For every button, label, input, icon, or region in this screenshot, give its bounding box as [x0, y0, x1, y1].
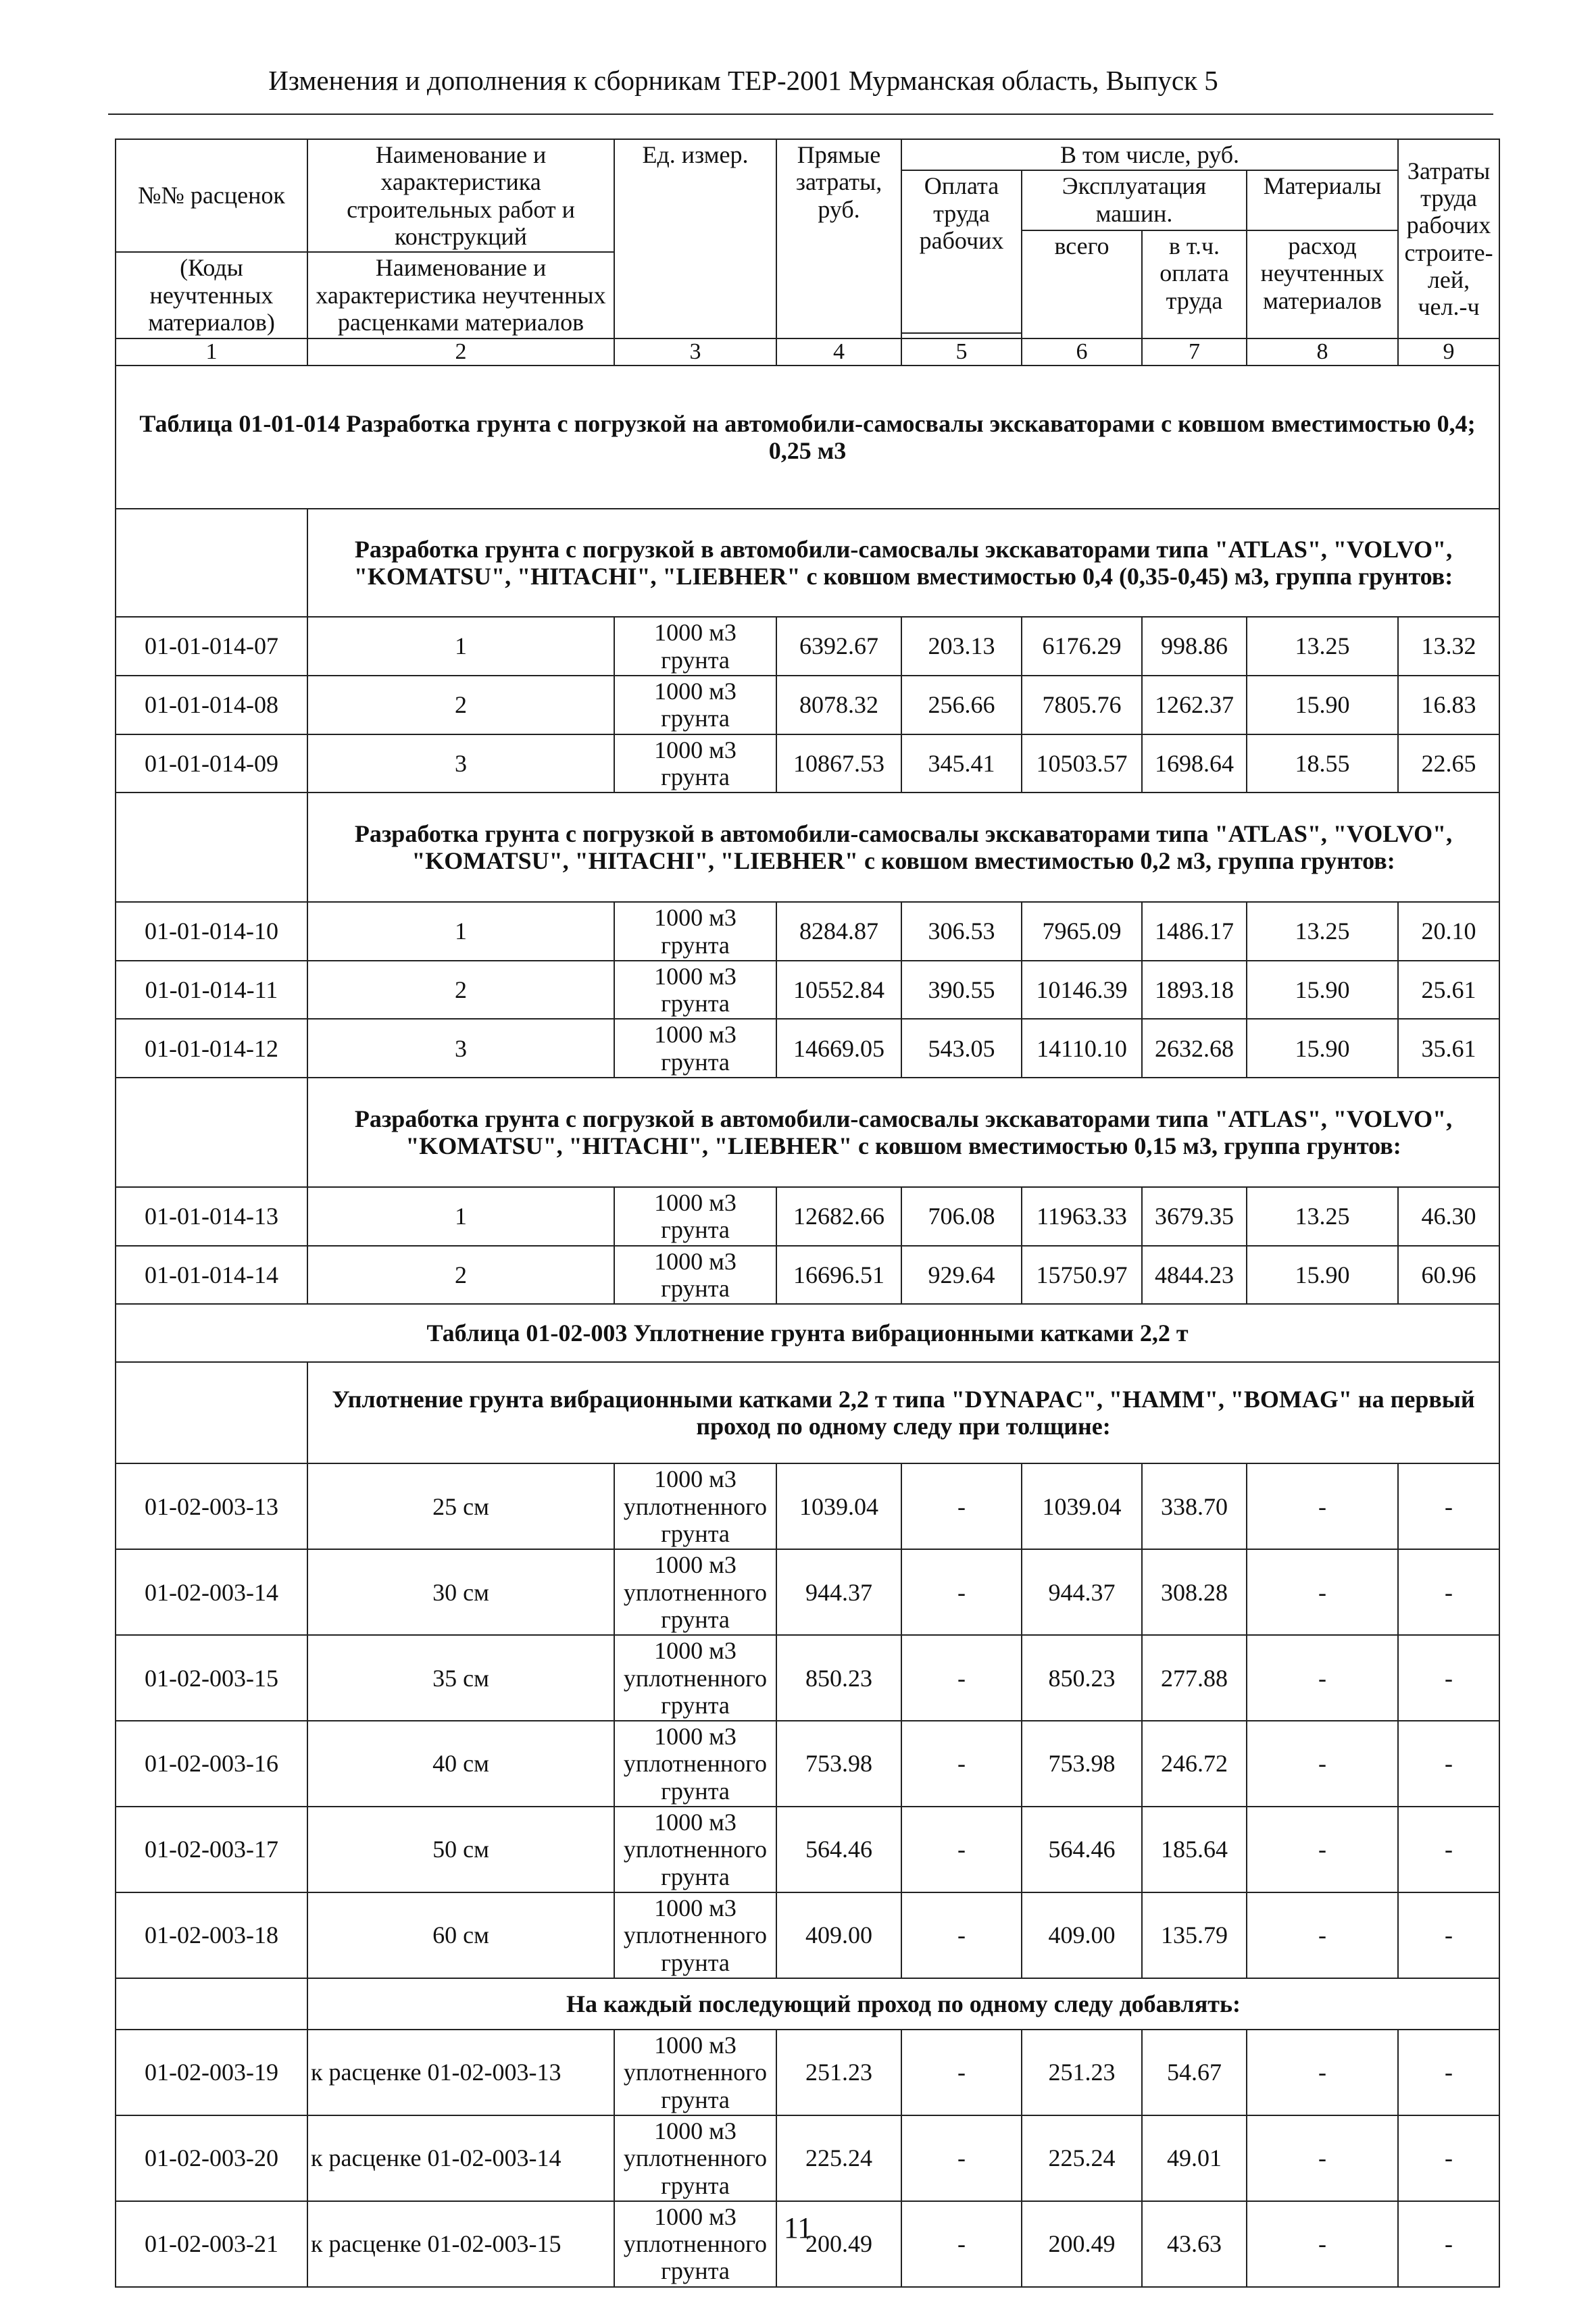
column-number: 4: [776, 338, 901, 366]
machines-cost: 7805.76: [1022, 676, 1142, 734]
table-row: [116, 1892, 1499, 1978]
table-row: [116, 961, 1499, 1020]
machines-cost: 753.98: [1022, 1721, 1142, 1807]
price-table: [115, 139, 1500, 2288]
group-title-spacer: [116, 509, 307, 617]
work-name: 2: [307, 961, 614, 1020]
col-incl-header: В том числе, руб.: [901, 139, 1398, 170]
column-number: 3: [614, 338, 776, 366]
machines-labor-cost: 277.88: [1142, 1635, 1247, 1721]
work-name: к расценке 01-02-003-13: [307, 2030, 614, 2115]
machines-cost: 6176.29: [1022, 617, 1142, 676]
work-name: 3: [307, 1019, 614, 1078]
worker-hours: -: [1398, 2030, 1499, 2115]
group-title-row: [116, 509, 1499, 617]
direct-cost: 12682.66: [776, 1187, 901, 1246]
column-number: 7: [1142, 338, 1247, 366]
unit-cell: 1000 м3 грунта: [614, 734, 776, 793]
worker-hours: 16.83: [1398, 676, 1499, 734]
col-materials-alt-header: расход неучтенных материалов: [1247, 230, 1398, 338]
machines-cost: 15750.97: [1022, 1246, 1142, 1305]
table-row: [116, 1187, 1499, 1246]
table-row: [116, 2115, 1499, 2201]
col-direct-header: Прямые затраты, руб.: [776, 139, 901, 338]
labor-cost: -: [901, 2030, 1022, 2115]
direct-cost: 225.24: [776, 2115, 901, 2201]
rate-code: 01-01-014-12: [116, 1019, 307, 1078]
rate-code: 01-01-014-14: [116, 1246, 307, 1305]
rate-code: 01-02-003-20: [116, 2115, 307, 2201]
worker-hours: -: [1398, 1635, 1499, 1721]
table-row: [116, 902, 1499, 961]
group-title-row: [116, 793, 1499, 902]
materials-cost: -: [1247, 2201, 1398, 2287]
col-code-header: №№ расценок: [116, 139, 307, 252]
unit-cell: 1000 м3 уплотненного грунта: [614, 1635, 776, 1721]
machines-cost: 564.46: [1022, 1807, 1142, 1892]
header-rule: [108, 114, 1493, 115]
direct-cost: 753.98: [776, 1721, 901, 1807]
work-name: к расценке 01-02-003-14: [307, 2115, 614, 2201]
machines-cost: 1039.04: [1022, 1463, 1142, 1549]
materials-cost: 13.25: [1247, 1187, 1398, 1246]
group-title-row: [116, 1978, 1499, 2030]
worker-hours: 46.30: [1398, 1187, 1499, 1246]
worker-hours: 25.61: [1398, 961, 1499, 1020]
work-name: 35 см: [307, 1635, 614, 1721]
table-row: [116, 2030, 1499, 2115]
materials-cost: 15.90: [1247, 961, 1398, 1020]
worker-hours: 22.65: [1398, 734, 1499, 793]
direct-cost: 10552.84: [776, 961, 901, 1020]
labor-cost: 256.66: [901, 676, 1022, 734]
unit-cell: 1000 м3 грунта: [614, 1019, 776, 1078]
direct-cost: 8284.87: [776, 902, 901, 961]
labor-cost: 306.53: [901, 902, 1022, 961]
materials-cost: -: [1247, 1549, 1398, 1635]
table-row: [116, 1807, 1499, 1892]
machines-labor-cost: 3679.35: [1142, 1187, 1247, 1246]
column-number: 6: [1022, 338, 1142, 366]
machines-cost: 7965.09: [1022, 902, 1142, 961]
group-title: Разработка грунта с погрузкой в автомобили-самосвалы экскаваторами типа "ATLAS", "VOLVO", "KOMATSU", "HITACHI", "LIEBHER" с ковшом вместимостью 0,4 (0,35-0,45) м3, группа грунтов:: [307, 509, 1499, 617]
direct-cost: 10867.53: [776, 734, 901, 793]
machines-cost: 225.24: [1022, 2115, 1142, 2201]
labor-cost: -: [901, 1807, 1022, 1892]
work-name: 1: [307, 902, 614, 961]
unit-cell: 1000 м3 уплотненного грунта: [614, 1892, 776, 1978]
group-title: Разработка грунта с погрузкой в автомобили-самосвалы экскаваторами типа "ATLAS", "VOLVO", "KOMATSU", "HITACHI", "LIEBHER" с ковшом вместимостью 0,15 м3, группа грунтов:: [307, 1078, 1499, 1187]
labor-cost: 345.41: [901, 734, 1022, 793]
direct-cost: 409.00: [776, 1892, 901, 1978]
unit-cell: 1000 м3 уплотненного грунта: [614, 1549, 776, 1635]
unit-cell: 1000 м3 уплотненного грунта: [614, 1463, 776, 1549]
table-title-row: [116, 1304, 1499, 1362]
worker-hours: -: [1398, 1463, 1499, 1549]
group-title: Уплотнение грунта вибрационными катками 2,2 т типа "DYNAPAC", "HAMM", "BOMAG" на первый проход по одному следу при толщине:: [307, 1362, 1499, 1463]
machines-cost: 850.23: [1022, 1635, 1142, 1721]
rate-code: 01-01-014-10: [116, 902, 307, 961]
machines-cost: 251.23: [1022, 2030, 1142, 2115]
direct-cost: 944.37: [776, 1549, 901, 1635]
table-row: [116, 676, 1499, 734]
direct-cost: 1039.04: [776, 1463, 901, 1549]
machines-labor-cost: 246.72: [1142, 1721, 1247, 1807]
rate-code: 01-01-014-09: [116, 734, 307, 793]
materials-cost: -: [1247, 1635, 1398, 1721]
machines-labor-cost: 338.70: [1142, 1463, 1247, 1549]
rate-code: 01-02-003-15: [116, 1635, 307, 1721]
machines-labor-cost: 43.63: [1142, 2201, 1247, 2287]
col-name-alt-header: Наименование и характеристика неучтенных расценками материалов: [307, 252, 614, 338]
materials-cost: -: [1247, 1892, 1398, 1978]
machines-cost: 10146.39: [1022, 961, 1142, 1020]
rate-code: 01-02-003-21: [116, 2201, 307, 2287]
worker-hours: -: [1398, 2115, 1499, 2201]
unit-cell: 1000 м3 грунта: [614, 617, 776, 676]
page-number: 11: [783, 2211, 813, 2244]
machines-cost: 14110.10: [1022, 1019, 1142, 1078]
group-title: На каждый последующий проход по одному следу добавлять:: [307, 1978, 1499, 2030]
machines-labor-cost: 1262.37: [1142, 676, 1247, 734]
direct-cost: 200.49: [776, 2201, 901, 2287]
table-row: [116, 1549, 1499, 1635]
labor-cost: -: [901, 1721, 1022, 1807]
col-code-alt-header: (Коды неучтенных материалов): [116, 252, 307, 338]
rate-code: 01-02-003-17: [116, 1807, 307, 1892]
work-name: 60 см: [307, 1892, 614, 1978]
column-number: 2: [307, 338, 614, 366]
work-name: 2: [307, 676, 614, 734]
unit-cell: 1000 м3 грунта: [614, 902, 776, 961]
work-name: 30 см: [307, 1549, 614, 1635]
unit-cell: 1000 м3 уплотненного грунта: [614, 1807, 776, 1892]
materials-cost: 18.55: [1247, 734, 1398, 793]
table-row: [116, 1463, 1499, 1549]
work-name: 40 см: [307, 1721, 614, 1807]
labor-cost: -: [901, 1549, 1022, 1635]
page-header: Изменения и дополнения к сборникам ТЕР-2001 Мурманская область, Выпуск 5: [268, 65, 1218, 96]
machines-cost: 10503.57: [1022, 734, 1142, 793]
col-machines-total-header: всего: [1022, 230, 1142, 338]
work-name: 1: [307, 1187, 614, 1246]
labor-cost: -: [901, 2115, 1022, 2201]
machines-cost: 409.00: [1022, 1892, 1142, 1978]
worker-hours: -: [1398, 1807, 1499, 1892]
rate-code: 01-01-014-13: [116, 1187, 307, 1246]
materials-cost: -: [1247, 2115, 1398, 2201]
labor-cost: 203.13: [901, 617, 1022, 676]
group-title-spacer: [116, 1978, 307, 2030]
table-row: [116, 1635, 1499, 1721]
table-row: [116, 1246, 1499, 1305]
rate-code: 01-01-014-08: [116, 676, 307, 734]
machines-labor-cost: 998.86: [1142, 617, 1247, 676]
unit-cell: 1000 м3 уплотненного грунта: [614, 2201, 776, 2287]
work-name: 3: [307, 734, 614, 793]
work-name: 1: [307, 617, 614, 676]
direct-cost: 850.23: [776, 1635, 901, 1721]
unit-cell: 1000 м3 грунта: [614, 961, 776, 1020]
work-name: к расценке 01-02-003-15: [307, 2201, 614, 2287]
labor-cost: -: [901, 2201, 1022, 2287]
machines-labor-cost: 4844.23: [1142, 1246, 1247, 1305]
materials-cost: 15.90: [1247, 1246, 1398, 1305]
work-name: 50 см: [307, 1807, 614, 1892]
unit-cell: 1000 м3 грунта: [614, 1187, 776, 1246]
group-title: Разработка грунта с погрузкой в автомобили-самосвалы экскаваторами типа "ATLAS", "VOLVO", "KOMATSU", "HITACHI", "LIEBHER" с ковшом вместимостью 0,2 м3, группа грунтов:: [307, 793, 1499, 902]
table-row: [116, 617, 1499, 676]
table-row: [116, 1721, 1499, 1807]
materials-cost: -: [1247, 1463, 1398, 1549]
column-number: 9: [1398, 338, 1499, 366]
table-title: Таблица 01-02-003 Уплотнение грунта вибрационными катками 2,2 т: [116, 1304, 1499, 1362]
unit-cell: 1000 м3 уплотненного грунта: [614, 1721, 776, 1807]
worker-hours: -: [1398, 1549, 1499, 1635]
table-row: [116, 1019, 1499, 1078]
unit-cell: 1000 м3 грунта: [614, 1246, 776, 1305]
materials-cost: 13.25: [1247, 617, 1398, 676]
table-row: [116, 734, 1499, 793]
machines-labor-cost: 1893.18: [1142, 961, 1247, 1020]
direct-cost: 564.46: [776, 1807, 901, 1892]
materials-cost: -: [1247, 1721, 1398, 1807]
machines-labor-cost: 49.01: [1142, 2115, 1247, 2201]
machines-cost: 11963.33: [1022, 1187, 1142, 1246]
direct-cost: 6392.67: [776, 617, 901, 676]
direct-cost: 16696.51: [776, 1246, 901, 1305]
col-materials-header: Материалы: [1247, 170, 1398, 230]
materials-cost: -: [1247, 1807, 1398, 1892]
group-title-spacer: [116, 793, 307, 902]
machines-labor-cost: 135.79: [1142, 1892, 1247, 1978]
table-title: Таблица 01-01-014 Разработка грунта с погрузкой на автомобили-самосвалы экскаваторами с ковшом вместимостью 0,4; 0,25 м3: [116, 366, 1499, 509]
group-title-spacer: [116, 1362, 307, 1463]
labor-cost: -: [901, 1892, 1022, 1978]
unit-cell: 1000 м3 грунта: [614, 676, 776, 734]
rate-code: 01-02-003-18: [116, 1892, 307, 1978]
table-body: [116, 139, 1499, 2287]
materials-cost: 13.25: [1247, 902, 1398, 961]
direct-cost: 251.23: [776, 2030, 901, 2115]
group-title-row: [116, 1362, 1499, 1463]
column-number-row: [116, 338, 1499, 366]
group-title-spacer: [116, 1078, 307, 1187]
machines-labor-cost: 308.28: [1142, 1549, 1247, 1635]
materials-cost: 15.90: [1247, 676, 1398, 734]
worker-hours: 13.32: [1398, 617, 1499, 676]
col-machines-header: Эксплуатация машин.: [1022, 170, 1247, 230]
work-name: 2: [307, 1246, 614, 1305]
labor-cost: -: [901, 1463, 1022, 1549]
rate-code: 01-02-003-14: [116, 1549, 307, 1635]
rate-code: 01-01-014-07: [116, 617, 307, 676]
col-worker-header: Затраты труда рабочих строите-лей, чел.-ч: [1398, 139, 1499, 338]
worker-hours: -: [1398, 1721, 1499, 1807]
rate-code: 01-02-003-19: [116, 2030, 307, 2115]
col-labor-header: Оплата труда рабочих: [901, 170, 1022, 333]
machines-cost: 200.49: [1022, 2201, 1142, 2287]
worker-hours: -: [1398, 1892, 1499, 1978]
machines-cost: 944.37: [1022, 1549, 1142, 1635]
column-number: 1: [116, 338, 307, 366]
work-name: 25 см: [307, 1463, 614, 1549]
group-title-row: [116, 1078, 1499, 1187]
machines-labor-cost: 1486.17: [1142, 902, 1247, 961]
worker-hours: 20.10: [1398, 902, 1499, 961]
direct-cost: 8078.32: [776, 676, 901, 734]
column-number: 5: [901, 338, 1022, 366]
direct-cost: 14669.05: [776, 1019, 901, 1078]
worker-hours: 60.96: [1398, 1246, 1499, 1305]
col-unit-header: Ед. измер.: [614, 139, 776, 338]
materials-cost: 15.90: [1247, 1019, 1398, 1078]
labor-cost: 706.08: [901, 1187, 1022, 1246]
materials-cost: -: [1247, 2030, 1398, 2115]
labor-cost: 390.55: [901, 961, 1022, 1020]
unit-cell: 1000 м3 уплотненного грунта: [614, 2115, 776, 2201]
rate-code: 01-02-003-13: [116, 1463, 307, 1549]
machines-labor-cost: 54.67: [1142, 2030, 1247, 2115]
rate-code: 01-01-014-11: [116, 961, 307, 1020]
table-title-row: [116, 366, 1499, 509]
labor-cost: 929.64: [901, 1246, 1022, 1305]
col-machines-labor-header: в т.ч. оплата труда: [1142, 230, 1247, 338]
machines-labor-cost: 1698.64: [1142, 734, 1247, 793]
rate-code: 01-02-003-16: [116, 1721, 307, 1807]
machines-labor-cost: 185.64: [1142, 1807, 1247, 1892]
labor-cost: 543.05: [901, 1019, 1022, 1078]
column-number: 8: [1247, 338, 1398, 366]
machines-labor-cost: 2632.68: [1142, 1019, 1247, 1078]
labor-cost: -: [901, 1635, 1022, 1721]
worker-hours: 35.61: [1398, 1019, 1499, 1078]
unit-cell: 1000 м3 уплотненного грунта: [614, 2030, 776, 2115]
worker-hours: -: [1398, 2201, 1499, 2287]
col-name-header: Наименование и характеристика строительных работ и конструкций: [307, 139, 614, 252]
